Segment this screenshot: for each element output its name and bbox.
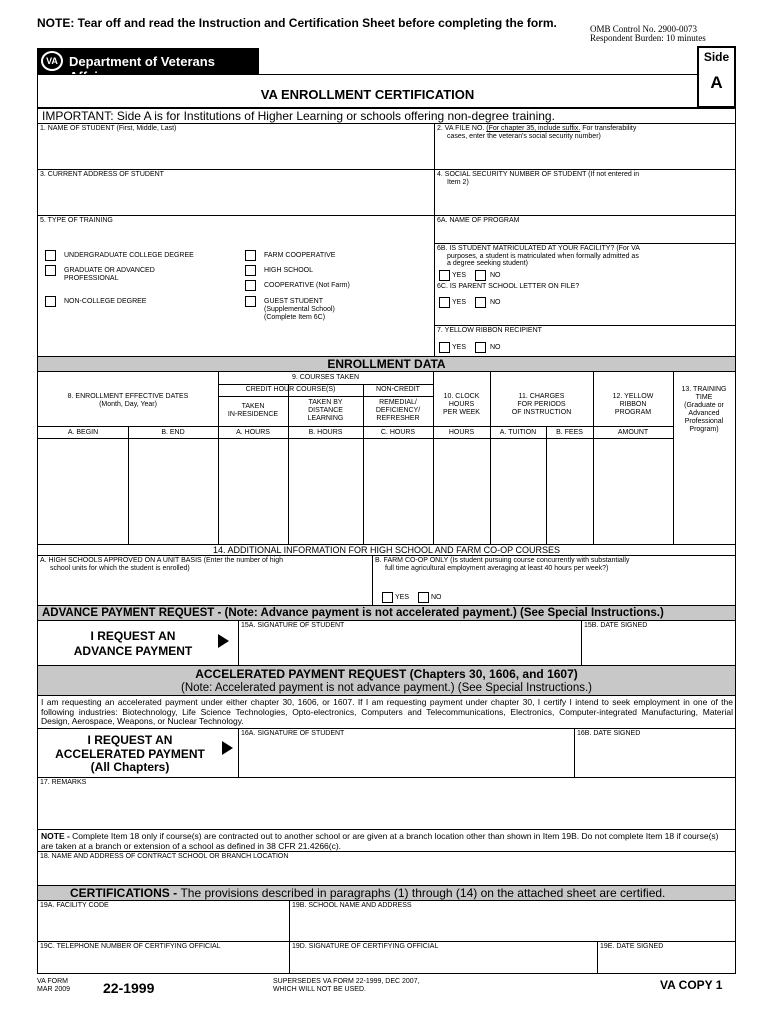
guest-label: GUEST STUDENT	[264, 298, 323, 305]
high-school-units-note: school units for which the student is enrolled)	[50, 565, 190, 572]
ssn-field[interactable]	[435, 169, 735, 215]
advance-signature-label: 15A. SIGNATURE OF STUDENT	[241, 622, 345, 629]
guest-label-2: (Supplemental School)	[264, 306, 335, 313]
yellow-ribbon-section	[435, 325, 735, 356]
ribbon-no-checkbox[interactable]	[475, 342, 486, 353]
side-box	[697, 46, 736, 108]
farm-yes-checkbox[interactable]	[382, 592, 393, 603]
parent-letter-options	[435, 293, 735, 315]
program-field[interactable]	[435, 215, 735, 243]
program-label: 6A. NAME OF PROGRAM	[437, 217, 520, 224]
col-amount: AMOUNT	[617, 429, 649, 436]
important-text: IMPORTANT: Side A is for Institutions of Higher Learning or schools offering non-degree training.	[42, 109, 555, 123]
name-label: 1. NAME OF STUDENT (First, Middle, Last)	[40, 125, 177, 132]
advance-request	[38, 621, 238, 665]
ssn-note: Item 2)	[447, 179, 469, 186]
school-name-field[interactable]	[290, 901, 735, 941]
residence-header: TAKEN IN-RESIDENCE	[227, 403, 279, 418]
training-time-header: 13. TRAINING TIME (Graduate or Advanced Professional Program)	[681, 386, 727, 433]
accel-date-field[interactable]	[575, 728, 735, 777]
parent-no-checkbox[interactable]	[475, 297, 486, 308]
cert-date-label: 19E. DATE SIGNED	[600, 943, 664, 950]
enrollment-title: ENROLLMENT DATA	[327, 357, 446, 371]
matric-no-checkbox[interactable]	[475, 270, 486, 281]
col-end: B. END	[161, 429, 185, 436]
guest-label-3: (Complete Item 6C)	[264, 314, 326, 321]
parent-no-label: NO	[490, 299, 501, 306]
grad-label: GRADUATE OR ADVANCED	[64, 267, 155, 274]
farm-coop-section	[373, 555, 735, 605]
form-frame	[37, 108, 736, 974]
name-field[interactable]	[38, 123, 435, 169]
accel-request	[38, 728, 238, 777]
facility-code-label: 19A. FACILITY CODE	[40, 902, 109, 909]
advance-arrow-icon	[218, 634, 229, 648]
supersedes-note: SUPERSEDES VA FORM 22-1999, DEC 2007, WHICH WILL NOT BE USED.	[273, 978, 420, 993]
side-label: Side	[703, 50, 730, 64]
remarks-label: 17. REMARKS	[40, 779, 87, 786]
respondent-burden: Respondent Burden: 10 minutes	[590, 33, 706, 43]
farm-checkbox[interactable]	[245, 250, 256, 261]
ssn-label: 4. SOCIAL SECURITY NUMBER OF STUDENT (If not entered in	[437, 171, 640, 178]
credit-header: CREDIT HOUR COURSE(S)	[245, 386, 336, 393]
top-note: NOTE: Tear off and read the Instruction and Certification Sheet before completing the form.	[37, 16, 557, 30]
highschool-checkbox[interactable]	[245, 265, 256, 276]
advance-date-label: 15B. DATE SIGNED	[584, 622, 648, 629]
ribbon-header: 12. YELLOW RIBBON PROGRAM	[612, 393, 654, 416]
official-signature-label: 19D. SIGNATURE OF CERTIFYING OFFICIAL	[292, 943, 439, 950]
accel-header	[38, 665, 735, 696]
ribbon-no-label: NO	[490, 344, 501, 351]
dates-header: 8. ENROLLMENT EFFECTIVE DATES (Month, Day, Year)	[67, 393, 189, 408]
certifications-header: CERTIFICATIONS - The provisions described in paragraphs (1) through (14) on the attached sheet are certified.	[38, 885, 735, 901]
col-a-hours: A. HOURS	[236, 429, 270, 436]
school-name-label: 19B. SCHOOL NAME AND ADDRESS	[292, 902, 412, 909]
phone-label: 19C. TELEPHONE NUMBER OF CERTIFYING OFFICIAL	[40, 943, 221, 950]
advance-title: ADVANCE PAYMENT REQUEST - (Note: Advance payment is not accelerated payment.) (See Special Instructions.)	[42, 607, 664, 619]
omb-control: OMB Control No. 2900-0073	[590, 24, 698, 34]
parent-letter-label: 6C. IS PARENT SCHOOL LETTER ON FILE?	[437, 283, 580, 290]
form-label: VA FORM MAR 2009	[37, 978, 71, 993]
coop-checkbox[interactable]	[245, 280, 256, 291]
accel-signature-label: 16A. SIGNATURE OF STUDENT	[241, 730, 345, 737]
remarks-field[interactable]	[38, 777, 735, 829]
farm-no-label: NO	[431, 594, 442, 601]
noncollege-checkbox[interactable]	[45, 296, 56, 307]
clock-header: 10. CLOCK HOURS PER WEEK	[443, 393, 480, 416]
noncredit-header: NON-CREDIT	[376, 386, 420, 393]
matric-label: 6B. IS STUDENT MATRICULATED AT YOUR FACILITY? (For VA	[437, 245, 640, 252]
department-name: Department of Veterans Affairs	[69, 54, 215, 84]
contract-school-label: 18. NAME AND ADDRESS OF CONTRACT SCHOOL OR BRANCH LOCATION	[40, 853, 289, 860]
matric-yes-checkbox[interactable]	[439, 270, 450, 281]
file-no-note: cases, enter the veteran's social security number)	[447, 133, 601, 140]
highschool-label: HIGH SCHOOL	[264, 267, 314, 274]
training-section	[38, 215, 435, 356]
distance-header: TAKEN BY DISTANCE LEARNING	[307, 399, 344, 422]
additional-header: 14. ADDITIONAL INFORMATION FOR HIGH SCHOOL AND FARM CO-OP COURSES	[38, 544, 735, 555]
item18-note: NOTE - Complete Item 18 only if course(s) are contracted out to another school or are given at a branch location other than shown in Item 19B. Do not complete Item 18 if course(s) are taken at a branch or extension of a school as defined in 38 CFR 21.4266(c).	[38, 829, 735, 851]
address-field[interactable]	[38, 169, 435, 215]
parent-yes-checkbox[interactable]	[439, 297, 450, 308]
parent-yes-label: YES	[452, 299, 467, 306]
coop-label: COOPERATIVE (Not Farm)	[264, 282, 350, 289]
matric-note: purposes, a student is matriculated when formally admitted as	[447, 253, 639, 260]
accel-date-label: 16B. DATE SIGNED	[577, 730, 641, 737]
training-label: 5. TYPE OF TRAINING	[40, 217, 113, 224]
farm-coop-note: full time agricultural employment averaging at least 40 hours per week?)	[385, 565, 609, 572]
undergrad-label: UNDERGRADUATE COLLEGE DEGREE	[64, 252, 194, 259]
grad-checkbox[interactable]	[45, 265, 56, 276]
col-tuition: A. TUITION	[499, 429, 537, 436]
official-signature-field[interactable]	[290, 941, 598, 973]
facility-code-field[interactable]	[38, 901, 290, 941]
high-school-units-field[interactable]	[38, 555, 373, 605]
advance-date-field[interactable]	[582, 621, 735, 665]
noncollege-label: NON-COLLEGE DEGREE	[64, 298, 147, 305]
advance-header	[38, 605, 735, 621]
grad-label-2: PROFESSIONAL	[64, 275, 119, 282]
undergrad-checkbox[interactable]	[45, 250, 56, 261]
accel-body: I am requesting an accelerated payment under either chapter 30, 1606, or 1607. If I am requesting payment under chapter 30, I certify I intend to seek employment in one of the following industries: Biotechnology, Life Science Technologies, Opto-electronics, Computers and Telecommunications, Electronics, Computer-integrated Manufacturing, Material Design, Aerospace, Weapons, or Nuclear Technology.	[41, 697, 733, 726]
contract-school-field[interactable]	[38, 851, 735, 885]
remedial-header: REMEDIAL/ DEFICIENCY/ REFRESHER	[375, 399, 421, 422]
department-banner	[37, 48, 259, 84]
ribbon-yes-label: YES	[452, 344, 467, 351]
copy-label: VA COPY 1	[660, 978, 723, 992]
guest-checkbox[interactable]	[245, 296, 256, 307]
col-c-hours: C. HOURS	[380, 429, 416, 436]
accel-subtitle: (Note: Accelerated payment is not advance payment.) (See Special Instructions.)	[180, 682, 592, 694]
charges-header: 11. CHARGES FOR PERIODS OF INSTRUCTION	[511, 393, 572, 416]
file-no-field[interactable]	[435, 123, 735, 169]
yellow-ribbon-label: 7. YELLOW RIBBON RECIPIENT	[437, 327, 542, 334]
va-logo: VA	[41, 51, 63, 71]
farm-label: FARM COOPERATIVE	[264, 252, 336, 259]
accel-signature-field[interactable]	[238, 728, 575, 777]
side-letter: A	[710, 73, 723, 92]
important-banner	[38, 109, 735, 123]
col-begin: A. BEGIN	[67, 429, 99, 436]
matric-yes-label: YES	[452, 272, 467, 279]
form-number: 22-1999	[103, 980, 155, 996]
accel-request-text: I REQUEST AN ACCELERATED PAYMENT (All Chapters)	[55, 733, 205, 774]
matric-note-2: a degree seeking student)	[447, 260, 528, 267]
farm-yes-label: YES	[395, 594, 410, 601]
matric-section	[435, 243, 735, 293]
ribbon-yes-checkbox[interactable]	[439, 342, 450, 353]
accel-arrow-icon	[222, 741, 233, 755]
col-b-hours: B. HOURS	[308, 429, 343, 436]
high-school-units-label: A. HIGH SCHOOLS APPROVED ON A UNIT BASIS (Enter the number of high	[40, 557, 284, 564]
advance-signature-field[interactable]	[238, 621, 582, 665]
enrollment-header	[38, 356, 735, 372]
farm-coop-label: B. FARM CO-OP ONLY (Is student pursuing course concurrently with substantially	[375, 557, 630, 564]
col-hours: HOURS	[448, 429, 475, 436]
cert-date-field[interactable]	[598, 941, 735, 973]
file-no-label: 2. VA FILE NO. (For chapter 35, include suffix. For transferability	[437, 125, 637, 132]
courses-header: 9. COURSES TAKEN	[291, 374, 360, 381]
phone-field[interactable]	[38, 941, 290, 973]
address-label: 3. CURRENT ADDRESS OF STUDENT	[40, 171, 164, 178]
matric-no-label: NO	[490, 272, 501, 279]
enrollment-table	[38, 372, 735, 544]
farm-no-checkbox[interactable]	[418, 592, 429, 603]
title-bar	[37, 74, 697, 108]
advance-request-text: I REQUEST AN ADVANCE PAYMENT	[73, 629, 193, 658]
form-title: VA ENROLLMENT CERTIFICATION	[260, 87, 475, 102]
accel-title: ACCELERATED PAYMENT REQUEST (Chapters 30, 1606, and 1607)	[195, 667, 578, 681]
col-fees: B. FEES	[556, 429, 583, 436]
